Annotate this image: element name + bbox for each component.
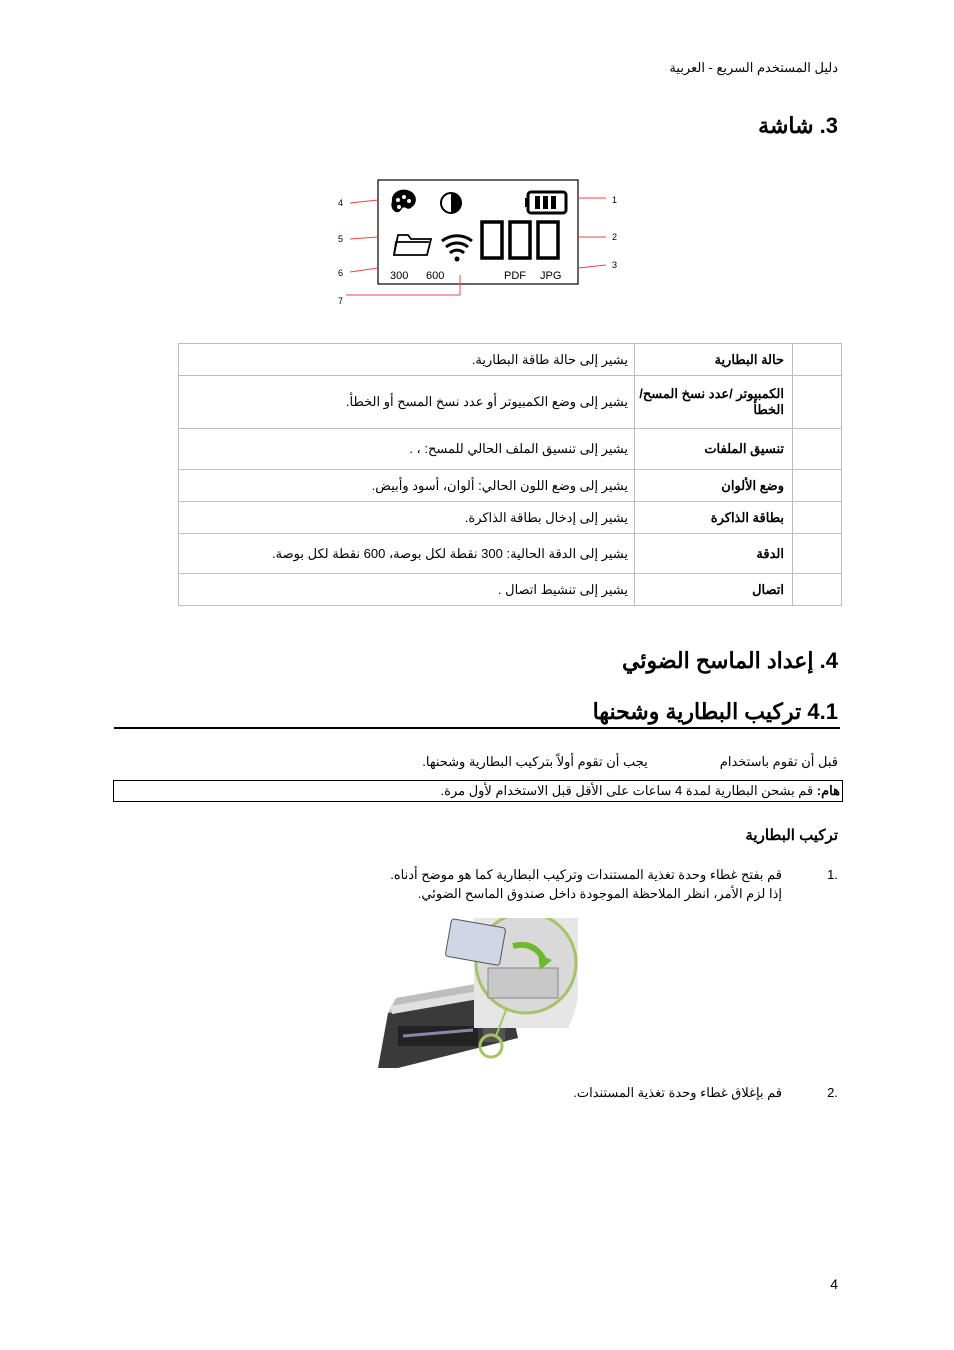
row-key: الكمبيوتر /عدد نسخ المسح/الخطأ [635,376,793,429]
callout-7: 7 [338,296,344,306]
color-mode-icon [441,193,461,213]
resolution-300-text: 300 [390,270,409,282]
section-4-1-heading: 4.1 تركيب البطارية وشحنها [592,699,838,724]
table-row [179,429,842,470]
table-row [179,344,842,376]
row-desc: يشير إلى الدقة الحالية: 300 نقطة لكل بوصة، 600 نقطة لكل بوصة. [179,534,635,574]
section-4-heading: 4. إعداد الماسح الضوئي [622,648,838,673]
battery-icon [525,192,566,213]
row-desc: يشير إلى إدخال بطاقة الذاكرة. [179,502,635,534]
row-key: اتصال [635,574,793,606]
intro-paragraph [422,754,838,770]
row-key: بطاقة الذاكرة [635,502,793,534]
lcd-digits-text: 000 [519,245,521,246]
table-row [179,376,842,429]
row-key: حالة البطارية [635,344,793,376]
row-desc: يشير إلى تنشيط اتصال . [179,574,635,606]
row-key: وضع الألوان [635,470,793,502]
table-row [179,534,842,574]
callout-3: 3 [612,260,618,270]
callout-6: 6 [338,268,344,278]
lcd-diagram [330,175,630,310]
format-pdf-text: PDF [504,270,526,282]
row-key: الدقة [635,534,793,574]
row-desc: يشير إلى وضع اللون الحالي: ألوان، أسود وأبيض. [179,470,635,502]
step-2-number: 2. [827,1085,838,1100]
table-row [179,574,842,606]
page-header: دليل المستخدم السريع - العربية [669,60,838,75]
table-row [179,502,842,534]
row-key: تنسيق الملفات [635,429,793,470]
important-note [113,780,843,802]
table-row [179,470,842,502]
format-jpg-text: JPG [540,270,562,282]
page-number: 4 [830,1276,838,1292]
lcd-legend-table [178,343,842,606]
callout-1: 1 [612,195,618,205]
para-part2: يجب أن تقوم أولاً بتركيب البطارية وشحنها. [422,754,648,769]
callout-4: 4 [338,198,344,208]
row-desc: يشير إلى وضع الكمبيوتر أو عدد نسخ المسح أو الخطأ. [179,376,635,429]
callout-5: 5 [338,234,344,244]
section-3-heading: 3. شاشة [758,113,838,138]
step-2-text: قم بإغلاق غطاء وحدة تغذية المستندات. [573,1085,782,1100]
callout-2: 2 [612,232,618,242]
step-1-number: 1. [827,867,838,882]
step-1-line-2: إذا لزم الأمر، انظر الملاحظة الموجودة داخل صندوق الماسح الضوئي. [417,886,782,901]
battery-install-subheading: تركيب البطارية [745,827,838,844]
resolution-600-text: 600 [426,270,445,282]
para-part1: قبل أن تقوم باستخدام [719,754,838,769]
row-desc: يشير إلى حالة طاقة البطارية. [179,344,635,376]
row-desc: يشير إلى تنسيق الملف الحالي للمسح: ، . [179,429,635,470]
battery-install-illustration [378,918,578,1068]
important-label: هام: [816,783,840,798]
section-rule [114,727,840,729]
step-1-line-1: قم بفتح غطاء وحدة تغذية المستندات وتركيب البطارية كما هو موضح أدناه. [390,867,782,882]
important-text: قم بشحن البطارية لمدة 4 ساعات على الأقل قبل الاستخدام لأول مرة. [440,783,814,798]
